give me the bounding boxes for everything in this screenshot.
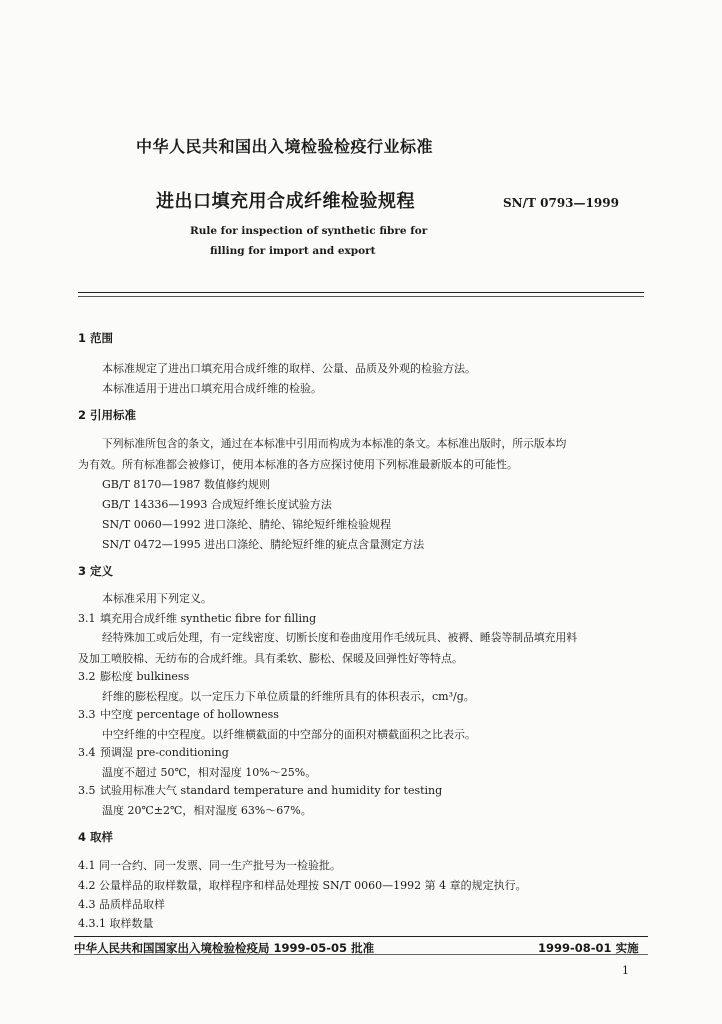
effective-date: 1999-08-01 实施 [538,941,639,955]
definition-3-4-term [78,744,229,760]
definition-3-5-term [78,782,442,798]
section-4-item-4-1: 4.1 同一合约、同一发票、同一生产批号为一检验批。 [78,859,341,872]
definition-3-3-term [78,706,279,722]
english-title-line-2: filling for import and export [210,245,376,257]
definition-term: 试验用标准大气 standard temperature and humidity for testing [100,784,443,797]
definition-number: 3.3 [78,708,96,721]
section-3-intro: 本标准采用下列定义。 [102,592,212,605]
section-4-item-4-3: 4.3 品质样品取样 [78,898,165,911]
issued-by-date: 中华人民共和国国家出入境检验检疫局 1999-05-05 批准 [74,941,375,955]
section-2-heading: 2 引用标准 [78,408,137,422]
definition-number: 3.5 [78,784,96,797]
definition-3-2-text: 纤维的膨松程度。以一定压力下单位质量的纤维所具有的体积表示，cm³/g。 [102,690,475,703]
header-rule [78,292,644,293]
definition-3-4-text: 温度不超过 50℃，相对湿度 10%～25%。 [102,766,317,779]
definition-3-5-text: 温度 20℃±2℃，相对湿度 63%～67%。 [102,804,312,817]
definition-3-1-line-1: 经特殊加工或后处理，有一定线密度、切断长度和卷曲度用作毛绒玩具、被褥、睡袋等制品填充用料 [102,631,578,644]
page-number-rule [74,954,648,955]
footer-rule [74,936,648,937]
definition-3-1-term [78,610,316,626]
section-4-heading: 4 取样 [78,830,114,844]
reference-item: SN/T 0060—1992 进口涤纶、腈纶、锦纶短纤维检验规程 [102,518,392,531]
english-title-line-1: Rule for inspection of synthetic fibre for [190,225,428,237]
reference-item: GB/T 14336—1993 合成短纤维长度试验方法 [102,498,332,511]
section-4-item-4-2: 4.2 公量样品的取样数量，取样程序和样品处理按 SN/T 0060—1992 第 4 章的规定执行。 [78,879,527,892]
definition-number: 3.4 [78,746,96,759]
definition-number: 3.1 [78,612,96,625]
section-2-paragraph-line-2: 为有效。所有标准都会被修订，使用本标准的各方应探讨使用下列标准最新版本的可能性。 [78,458,518,471]
definition-number: 3.2 [78,670,96,683]
reference-item: SN/T 0472—1995 进出口涤纶、腈纶短纤维的疵点含量测定方法 [102,538,425,551]
definition-term: 中空度 percentage of hollowness [100,708,279,721]
definition-3-1-line-2: 及加工喷胶棉、无纺布的合成纤维。具有柔软、膨松、保暖及回弹性好等特点。 [78,652,463,665]
section-4-item-4-3-1: 4.3.1 取样数量 [78,917,154,930]
document-title: 进出口填充用合成纤维检验规程 [156,191,415,212]
header-rule-secondary [78,296,644,297]
standard-number: SN/T 0793—1999 [503,196,619,210]
definition-3-2-term [78,668,189,684]
section-1-paragraph-2: 本标准适用于进出口填充用合成纤维的检验。 [102,382,322,395]
definition-term: 填充用合成纤维 synthetic fibre for filling [100,612,317,625]
section-2-paragraph-line-1: 下列标准所包含的条文，通过在本标准中引用而构成为本标准的条文。本标准出版时，所示版本均 [102,437,567,450]
section-1-paragraph-1: 本标准规定了进出口填充用合成纤维的取样、公量、品质及外观的检验方法。 [102,362,476,375]
page-number: 1 [622,964,629,977]
definition-term: 预调湿 pre-conditioning [100,746,229,759]
industry-standard-heading: 中华人民共和国出入境检验检疫行业标准 [136,137,434,156]
reference-item: GB/T 8170—1987 数值修约规则 [102,478,270,491]
definition-3-3-text: 中空纤维的中空程度。以纤维横截面的中空部分的面积对横截面积之比表示。 [102,728,476,741]
definition-term: 膨松度 bulkiness [100,670,190,683]
section-3-heading: 3 定义 [78,564,114,578]
section-1-heading: 1 范围 [78,331,114,345]
